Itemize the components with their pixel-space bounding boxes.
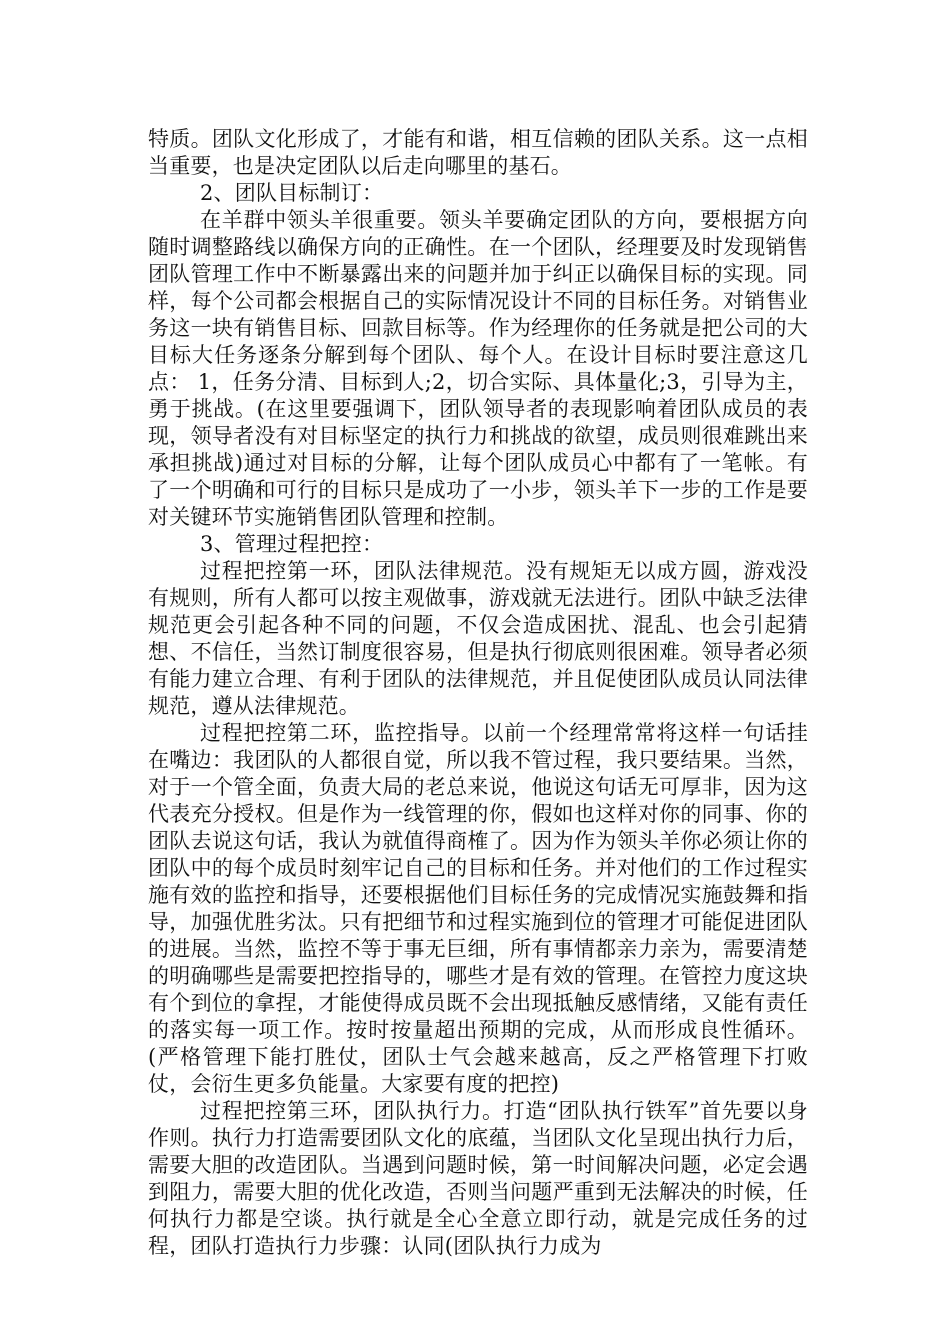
heading-team-goal-setting: 2、团队目标制订： [200, 181, 384, 205]
paragraph-team-culture-continued: 特质。团队文化形成了，才能有和谐，相互信赖的团队关系。这一点相当重要，也是决定团队以后走向哪里的基石。 [148, 127, 808, 178]
paragraph-process-control-monitoring: 过程把控第二环，监控指导。以前一个经理常常将这样一句话挂在嘴边：我团队的人都很自觉，所以我不管过程，我只要结果。当然，对于一个管全面，负责大局的老总来说，他说这句话无可厚非，因为这代表充分授权。但是作为一线管理的你，假如也这样对你的同事、你的团队去说这句话，我认为就值得商榷了。因为作为领头羊你必须让你的团队中的每个成员时刻牢记自己的目标和任务。并对他们的工作过程实施有效的监控和指导，还要根据他们目标任务的完成情况实施鼓舞和指导，加强优胜劣汰。只有把细节和过程实施到位的管理才可能促进团队的进展。当然，监控不等于事无巨细，所有事情都亲力亲为，需要清楚的明确哪些是需要把控指导的，哪些才是有效的管理。在管控力度这块有个到位的拿捏，才能使得成员既不会出现抵触反感情绪，又能有责任的落实每一项工作。按时按量超出预期的完成，从而形成良性循环。(严格管理下能打胜仗，团队士气会越来越高，反之严格管理下打败仗，会衍生更多负能量。大家要有度的把控) [148, 721, 808, 1096]
document-body [148, 126, 808, 1260]
paragraph-process-control-execution: 过程把控第三环，团队执行力。打造“团队执行铁军”首先要以身作则。执行力打造需要团队文化的底蕴，当团队文化呈现出执行力后，需要大胆的改造团队。当遇到问题时候，第一时间解决问题，必定会遇到阻力，需要大胆的优化改造，否则当问题严重到无法解决的时候，任何执行力都是空谈。执行就是全心全意立即行动，就是完成任务的过程，团队打造执行力步骤：认同(团队执行力成为 [148, 1099, 808, 1258]
paragraph-team-goal-setting: 在羊群中领头羊很重要。领头羊要确定团队的方向，要根据方向随时调整路线以确保方向的正确性。在一个团队，经理要及时发现销售团队管理工作中不断暴露出来的问题并加于纠正以确保目标的实现。同样，每个公司都会根据自己的实际情况设计不同的目标任务。对销售业务这一块有销售目标、回款目标等。作为经理你的任务就是把公司的大目标大任务逐条分解到每个团队、每个人。在设计目标时要注意这几点： 1，任务分清、目标到人;2，切合实际、具体量化;3，引导为主，勇于挑战。(在这里要强调下，团队领导者的表现影响着团队成员的表现，领导者没有对目标坚定的执行力和挑战的欲望，成员则很难跳出来承担挑战)通过对目标的分解，让每个团队成员心中都有了一笔帐。有了一个明确和可行的目标只是成功了一小步，领头羊下一步的工作是要对关键环节实施销售团队管理和控制。 [148, 208, 808, 529]
paragraph-process-control-rules: 过程把控第一环，团队法律规范。没有规矩无以成方圆，游戏没有规则，所有人都可以按主观做事，游戏就无法进行。团队中缺乏法律规范更会引起各种不同的问题，不仅会造成困扰、混乱、也会引起猜想、不信任，当然订制度很容易，但是执行彻底则很困难。领导者必须有能力建立合理、有利于团队的法律规范，并且促使团队成员认同法律规范，遵从法律规范。 [148, 559, 808, 718]
heading-process-control: 3、管理过程把控： [200, 532, 384, 556]
